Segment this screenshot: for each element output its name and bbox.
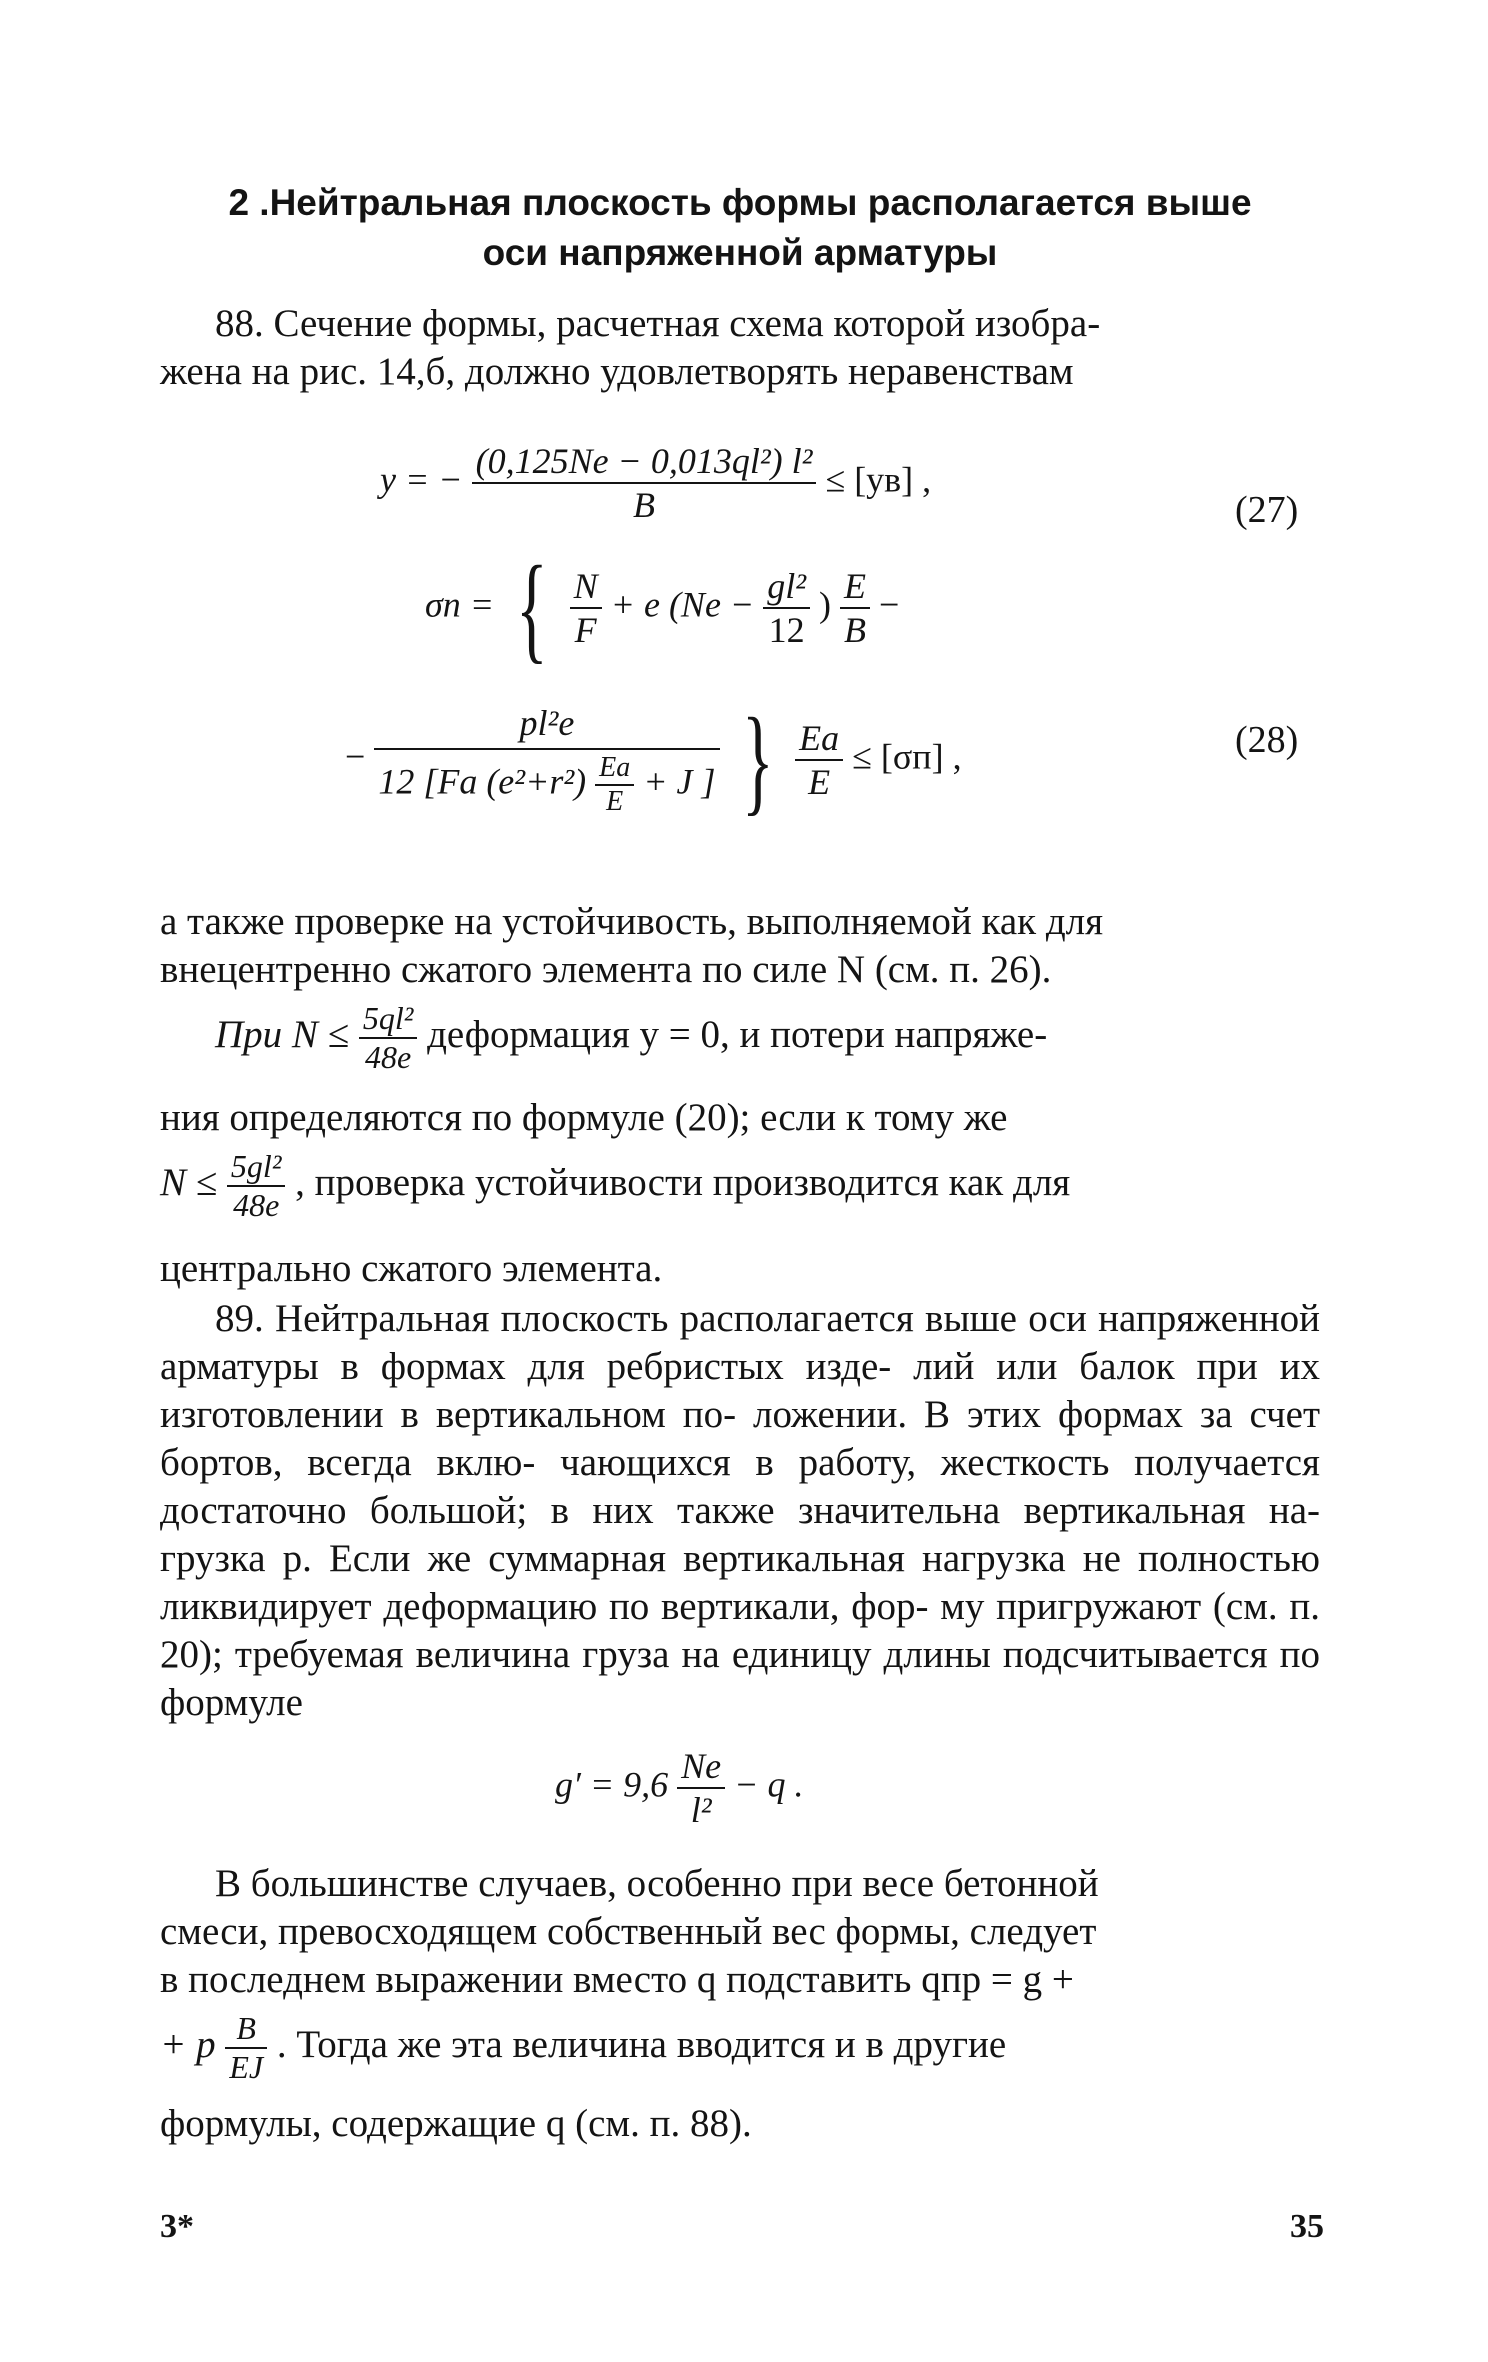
- eq28-t2-den: 12: [763, 607, 810, 651]
- signature-mark: 3*: [160, 2208, 194, 2245]
- eq28-t1-num: N: [573, 566, 598, 606]
- p-also-line-1: а также проверке на устойчивость, выполняемой как для: [160, 900, 1104, 943]
- p-also-line-2: внецентренно сжатого элемента по силе N (см. п. 26).: [160, 948, 1052, 991]
- eq28-big-fraction: [374, 702, 719, 818]
- eq28-big-den-fnum: Ea: [599, 752, 631, 783]
- p-pri-f1-num: 5ql²: [362, 1000, 414, 1036]
- eq-g-den: l²: [677, 1787, 725, 1831]
- eq28-t3: [840, 565, 870, 651]
- p-most-line-3: в последнем выражении вместо q подставить qпр = g +: [160, 1958, 1074, 2001]
- p-pri-line-1: [215, 1000, 1047, 1076]
- eq28-big-den-b: + J ]: [643, 761, 716, 802]
- p-pri-line-4: центрально сжатого элемента.: [160, 1247, 663, 1290]
- eq-g-fraction: [677, 1745, 725, 1831]
- p-pri-f2-num: 5gl²: [230, 1148, 282, 1184]
- p-pri-lead: При N ≤: [215, 1012, 350, 1056]
- p-pri-line-2: ния определяются по формуле (20); если к тому же: [160, 1096, 1008, 1139]
- eq27-denominator: B: [472, 482, 817, 526]
- eq28-left-brace: {: [516, 541, 548, 674]
- eq28-lhs: σп =: [425, 584, 495, 625]
- p-pri-f1-den: 48e: [359, 1037, 417, 1076]
- eq28-t4: [795, 717, 843, 803]
- p-most-text-4: . Тогда же эта величина вводится и в другие: [276, 2022, 1007, 2066]
- eq28-t1-den: F: [570, 607, 602, 651]
- eq28-big-den-fden: E: [595, 784, 634, 818]
- eq28-t1: [570, 565, 602, 651]
- eq-g-num: Ne: [681, 1746, 722, 1786]
- eq28-right-brace: }: [741, 693, 774, 826]
- p-pri-text-1: деформация y = 0, и потери напряже-: [427, 1012, 1048, 1056]
- eq28-t2-num: gl²: [767, 566, 807, 606]
- eq28-t2-a: + e (Ne −: [610, 584, 755, 625]
- eq28-big-num: pl²e: [519, 703, 575, 743]
- p-most-fraction: [225, 2010, 267, 2086]
- p89-paragraph: 89. Нейтральная плоскость располагается выше оси напряженной арматуры в формах для ребристых изде- лий или балок при их изготовлении в вертикальном по- ложении. В этих формах за счет бортов, всегда вклю- чающихся в работу, жесткость получается достаточно большой; в них также значительна вертикальная на- грузка p. Если же суммарная вертикальная нагрузка не полностью ликвидирует деформацию по вертикали, фор- му пригружают (см. п. 20); требуемая величина груза на единицу длины подсчитывается по формуле: [160, 1297, 1320, 1724]
- eq28-rhs: ≤ [σп] ,: [852, 736, 962, 777]
- eq27-rhs: ≤ [yв] ,: [825, 459, 932, 500]
- eq28-minus-end: −: [879, 584, 900, 625]
- equation-27: [380, 440, 931, 526]
- eq28-big-den-a: 12 [Fa (e²+r²): [378, 761, 587, 802]
- p-most-line-1: В большинстве случаев, особенно при весе бетонной: [215, 1862, 1099, 1905]
- p-most-f-num: B: [236, 2010, 256, 2046]
- eq28-number: (28): [1235, 719, 1299, 761]
- p-pri-line-3: [160, 1148, 1070, 1224]
- p-most-line-5: формулы, содержащие q (см. п. 88).: [160, 2102, 752, 2145]
- p-pri-text-3: , проверка устойчивости производится как для: [295, 1160, 1071, 1204]
- page-number: 35: [1290, 2208, 1324, 2245]
- eq27-number: (27): [1235, 489, 1299, 531]
- p-pri-lead-3: N ≤: [160, 1160, 218, 1204]
- eq28-t4-num: Ea: [799, 718, 840, 758]
- eq28-big-den-frac: [595, 752, 634, 818]
- p-most-line-2: смеси, превосходящем собственный вес формы, следует: [160, 1910, 1097, 1953]
- eq28-minus-start: −: [345, 736, 366, 777]
- p-pri-f2-den: 48e: [227, 1185, 285, 1224]
- eq-g-rhs: − q .: [734, 1764, 804, 1805]
- p-most-line-4: [160, 2010, 1006, 2086]
- p-pri-fraction-2: [227, 1148, 285, 1224]
- equation-28-line-1: [425, 541, 900, 674]
- eq-g-lhs: g′ = 9,6: [555, 1764, 669, 1805]
- p-most-lead-4: + p: [160, 2022, 216, 2066]
- equation-g: [555, 1745, 803, 1831]
- section-heading: [150, 178, 1330, 278]
- eq28-t3-num: E: [844, 566, 867, 606]
- p-most-f-den: EJ: [225, 2047, 267, 2086]
- eq28-big-den: [374, 748, 719, 818]
- p-pri-fraction-1: [359, 1000, 417, 1076]
- heading-line-2: оси напряженной арматуры: [482, 232, 998, 273]
- p88-line-2: жена на рис. 14,б, должно удовлетворять неравенствам: [160, 350, 1074, 393]
- eq27-fraction: [472, 440, 817, 526]
- equation-28-line-2: [345, 693, 962, 826]
- eq28-t2-b: ): [819, 584, 832, 625]
- eq28-t3-den: B: [840, 607, 870, 651]
- eq28-t2: [763, 565, 810, 651]
- eq28-t4-den: E: [795, 759, 843, 803]
- heading-line-1: 2 .Нейтральная плоскость формы располагается выше: [228, 182, 1252, 223]
- p88-line-1: 88. Сечение формы, расчетная схема которой изобра-: [215, 302, 1101, 345]
- eq27-numerator: (0,125Ne − 0,013ql²) l²: [475, 441, 813, 481]
- eq27-lhs: y = −: [380, 459, 463, 500]
